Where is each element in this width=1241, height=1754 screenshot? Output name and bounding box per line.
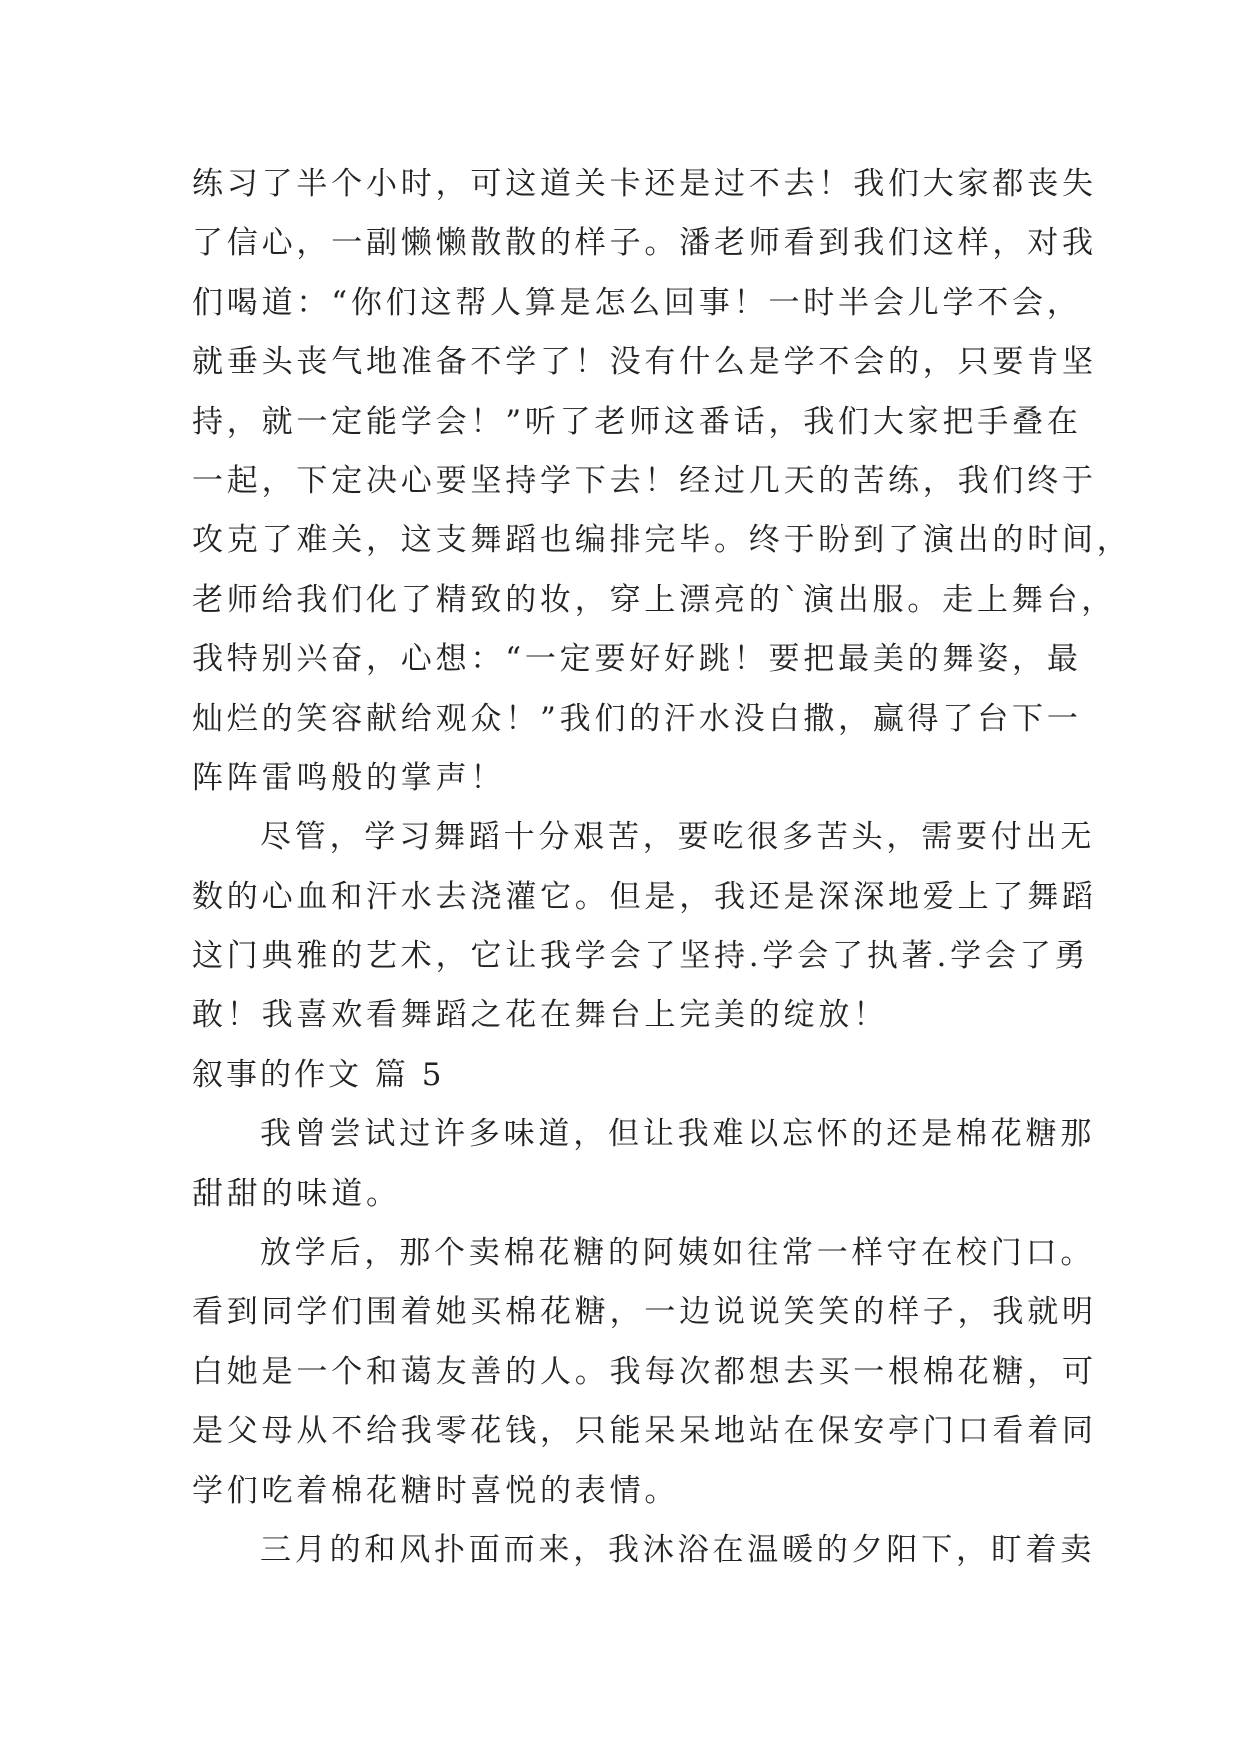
text-line: 敢！我喜欢看舞蹈之花在舞台上完美的绽放！ bbox=[192, 997, 888, 1034]
text-line: 甜甜的味道。 bbox=[192, 1175, 401, 1212]
text-line: 们喝道：“你们这帮人算是怎么回事！一时半会儿学不会， bbox=[192, 284, 1082, 321]
text-line: 了信心，一副懒懒散散的样子。潘老师看到我们这样，对我 bbox=[192, 225, 1097, 262]
text-line: 一起，下定决心要坚持学下去！经过几天的苦练，我们终于 bbox=[192, 462, 1097, 499]
section-heading: 叙事的作文 篇 5 bbox=[192, 1056, 445, 1093]
text-line: 我曾尝试过许多味道，但让我难以忘怀的还是棉花糖那 bbox=[260, 1116, 1096, 1153]
text-line: 攻克了难关，这支舞蹈也编排完毕。终于盼到了演出的时间， bbox=[192, 522, 1132, 559]
text-line: 老师给我们化了精致的妆，穿上漂亮的`演出服。走上舞台， bbox=[192, 581, 1117, 618]
text-line: 我特别兴奋，心想：“一定要好好跳！要把最美的舞姿，最 bbox=[192, 641, 1082, 678]
text-line: 尽管，学习舞蹈十分艰苦，要吃很多苦头，需要付出无 bbox=[260, 819, 1096, 856]
text-line: 就垂头丧气地准备不学了！没有什么是学不会的，只要肯坚 bbox=[192, 344, 1097, 381]
text-line: 白她是一个和蔼友善的人。我每次都想去买一根棉花糖，可 bbox=[192, 1353, 1097, 1390]
text-line: 阵阵雷鸣般的掌声！ bbox=[192, 759, 506, 796]
text-line: 这门典雅的艺术，它让我学会了坚持.学会了执著.学会了勇 bbox=[192, 938, 1090, 975]
text-line: 三月的和风扑面而来，我沐浴在温暖的夕阳下，盯着卖 bbox=[260, 1531, 1096, 1568]
text-line: 放学后，那个卖棉花糖的阿姨如往常一样守在校门口。 bbox=[260, 1235, 1096, 1272]
text-line: 是父母从不给我零花钱，只能呆呆地站在保安亭门口看着同 bbox=[192, 1413, 1097, 1450]
text-line: 看到同学们围着她买棉花糖，一边说说笑笑的样子，我就明 bbox=[192, 1294, 1097, 1331]
text-line: 数的心血和汗水去浇灌它。但是，我还是深深地爱上了舞蹈 bbox=[192, 878, 1097, 915]
text-line: 灿烂的笑容献给观众！”我们的汗水没白撒，赢得了台下一 bbox=[192, 700, 1082, 737]
text-line: 学们吃着棉花糖时喜悦的表情。 bbox=[192, 1472, 680, 1509]
document-body bbox=[192, 155, 1132, 1580]
text-line: 持，就一定能学会！”听了老师这番话，我们大家把手叠在 bbox=[192, 403, 1082, 440]
text-line: 练习了半个小时，可这道关卡还是过不去！我们大家都丧失 bbox=[192, 166, 1097, 202]
